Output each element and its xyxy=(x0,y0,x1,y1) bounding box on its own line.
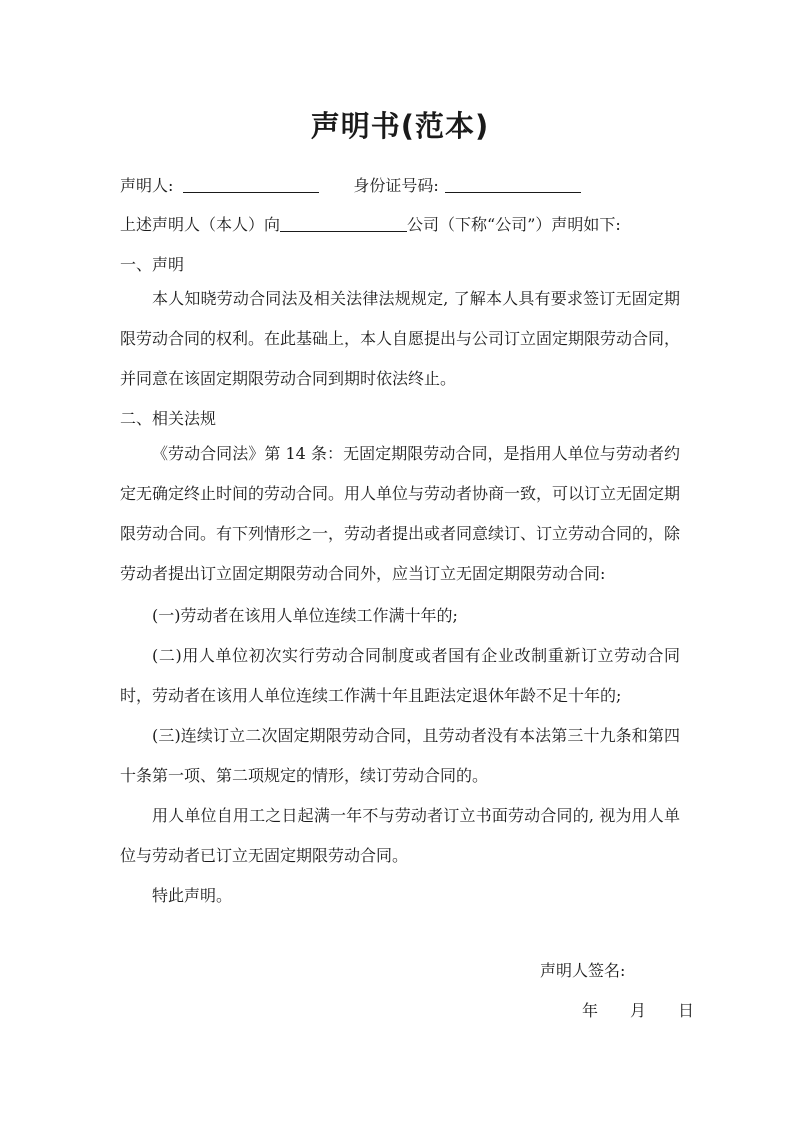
declarant-line xyxy=(120,176,581,196)
declarant-blank[interactable] xyxy=(183,177,319,193)
list-item-2: (二)用人单位初次实行劳动合同制度或者国有企业改制重新订立劳动合同时，劳动者在该用人单位连续工作满十年且距法定退休年龄不足十年的; xyxy=(120,646,680,705)
list-item-3: (三)连续订立二次固定期限劳动合同，且劳动者没有本法第三十九条和第四十条第一项、第二项规定的情形，续订劳动合同的。 xyxy=(120,726,680,785)
section-1-heading: 一、声明 xyxy=(120,255,185,274)
section-2-text: 《劳动合同法》第 14 条：无固定期限劳动合同，是指用人单位与劳动者约定无确定终止时间的劳动合同。用人单位与劳动者协商一致，可以订立无固定期限劳动合同。有下列情形之一，劳动者提出或者同意续订、订立劳动合同的，除劳动者提出订立固定期限劳动合同外，应当订立无固定期限劳动合同: xyxy=(120,444,681,583)
note-paragraph: 用人单位自用工之日起满一年不与劳动者订立书面劳动合同的, 视为用人单位与劳动者已订立无固定期限劳动合同。 xyxy=(120,806,680,865)
list-item-1: (一)劳动者在该用人单位连续工作满十年的; xyxy=(152,606,458,625)
date-line: 年 月 日 xyxy=(582,1001,695,1020)
signature-label: 声明人签名: xyxy=(540,961,626,980)
company-blank[interactable] xyxy=(280,216,407,232)
closing-text: 特此声明。 xyxy=(152,886,233,905)
section-1-text: 本人知晓劳动合同法及相关法律法规规定, 了解本人具有要求签订无固定期限劳动合同的权利。在此基础上，本人自愿提出与公司订立固定期限劳动合同，并同意在该固定期限劳动合同到期时依法终止。 xyxy=(120,289,681,388)
declarant-label: 声明人: xyxy=(120,176,174,195)
intro-line xyxy=(120,215,621,235)
intro-suffix: 公司（下称“公司”）声明如下: xyxy=(407,215,621,234)
intro-prefix: 上述声明人（本人）向 xyxy=(120,215,281,234)
section-2-heading: 二、相关法规 xyxy=(120,409,217,428)
id-number-label: 身份证号码: xyxy=(353,176,439,195)
id-number-blank[interactable] xyxy=(445,177,581,193)
page-title: 声明书(范本) xyxy=(310,109,490,143)
